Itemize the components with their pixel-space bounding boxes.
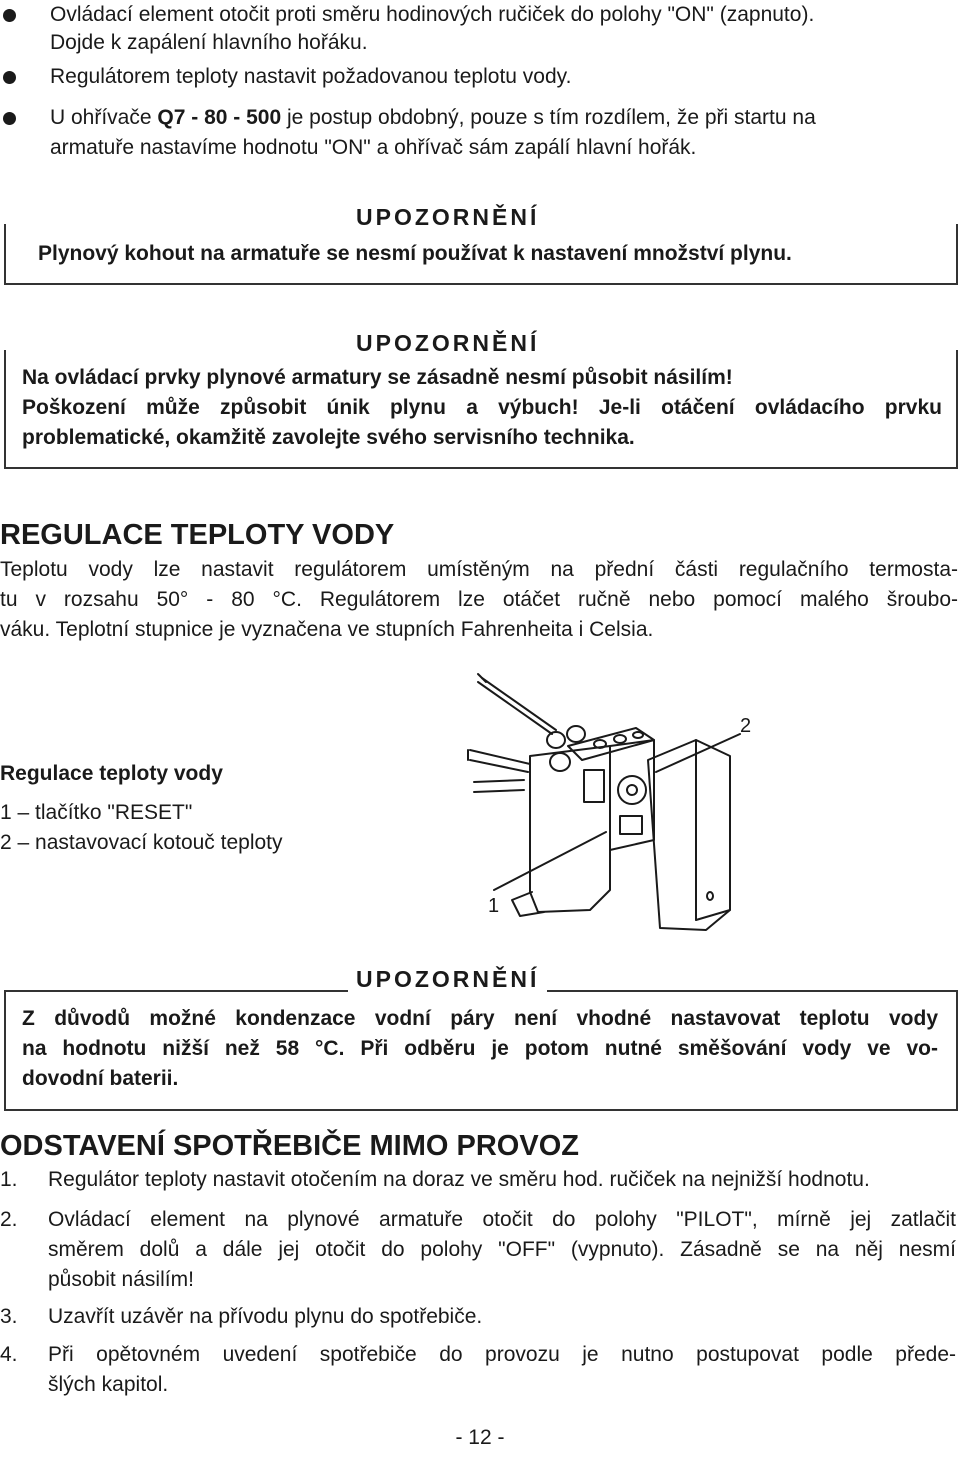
warning-2-line-1: Na ovládací prvky plynové armatury se zásadně nesmí působit násilím!: [22, 366, 733, 389]
page-number: - 12 -: [455, 1426, 505, 1449]
thermostat-illustration: [460, 660, 780, 950]
warning-3-line-1: Z důvodů možné kondenzace vodní páry není vhodné nastavovat teplotu vody: [22, 1007, 938, 1030]
bullet-3-line-1: U ohřívače Q7 - 80 - 500 je postup obdobný, pouze s tím rozdílem, že při startu na: [50, 106, 816, 129]
bullet-1-line-2: Dojde k zapálení hlavního hořáku.: [50, 31, 368, 54]
figure-label-2: 2: [740, 715, 752, 737]
warning-1-title: UPOZORNĚNÍ: [348, 203, 547, 231]
list-item-line: Ovládací element na plynové armatuře otočit do polohy "PILOT", mírně jej zatlačit: [48, 1208, 956, 1231]
list-item-line: šlých kapitol.: [48, 1373, 169, 1396]
figure-legend-item: 2 – nastavovací kotouč teploty: [0, 831, 283, 854]
warning-2-line-3: problematické, okamžitě zavolejte svého servisního technika.: [22, 426, 635, 449]
bullet-1-line-1: Ovládací element otočit proti směru hodinových ručiček do polohy "ON" (zapnuto).: [50, 3, 815, 26]
list-number: 1.: [0, 1168, 18, 1191]
list-item-line: směrem dolů a dále jej otočit do polohy "OFF" (vypnuto). Zásadně se na něj nesmí: [48, 1238, 956, 1261]
paragraph-line: váku. Teplotní stupnice je vyznačena ve stupních Fahrenheita i Celsia.: [0, 618, 654, 641]
figure-label-1: 1: [488, 895, 500, 917]
section-heading-odstaveni: ODSTAVENÍ SPOTŘEBIČE MIMO PROVOZ: [0, 1130, 579, 1162]
bullet-3-line-2: armatuře nastavíme hodnotu "ON" a ohřívač sám zapálí hlavní hořák.: [50, 136, 697, 159]
list-number: 2.: [0, 1208, 18, 1231]
warning-3-line-3: dovodní baterii.: [22, 1067, 179, 1090]
bullet-icon: [3, 9, 16, 22]
list-number: 3.: [0, 1305, 18, 1328]
bullet-icon: [3, 71, 16, 84]
list-item-line: Regulátor teploty nastavit otočením na doraz ve směru hod. ručiček na nejnižší hodnotu.: [48, 1168, 870, 1191]
warning-3-line-2: na hodnotu nižší než 58 °C. Při odběru je potom nutné směšování vody ve vo-: [22, 1037, 938, 1060]
list-number: 4.: [0, 1343, 18, 1366]
paragraph-line: tu v rozsahu 50° - 80 °C. Regulátorem lze otáčet ručně nebo pomocí malého šroubo-: [0, 588, 958, 611]
bullet-2-line-1: Regulátorem teploty nastavit požadovanou teplotu vody.: [50, 65, 572, 88]
warning-2-line-2: Poškození může způsobit únik plynu a výbuch! Je-li otáčení ovládacího prvku: [22, 396, 942, 419]
list-item-line: Při opětovném uvedení spotřebiče do provozu je nutno postupovat podle přede-: [48, 1343, 956, 1366]
figure-legend-item: 1 – tlačítko "RESET": [0, 801, 193, 824]
paragraph-line: Teplotu vody lze nastavit regulátorem umístěným na přední části regulačního termosta-: [0, 558, 958, 581]
list-item-line: Uzavřít uzávěr na přívodu plynu do spotřebiče.: [48, 1305, 483, 1328]
bullet-icon: [3, 112, 16, 125]
list-item-line: působit násilím!: [48, 1268, 194, 1291]
section-heading-regulace: REGULACE TEPLOTY VODY: [0, 519, 395, 551]
warning-2-title: UPOZORNĚNÍ: [348, 329, 547, 357]
warning-1-text: Plynový kohout na armatuře se nesmí používat k nastavení množství plynu.: [38, 242, 792, 265]
warning-3-title: UPOZORNĚNÍ: [348, 965, 547, 993]
figure-caption-title: Regulace teploty vody: [0, 762, 223, 785]
